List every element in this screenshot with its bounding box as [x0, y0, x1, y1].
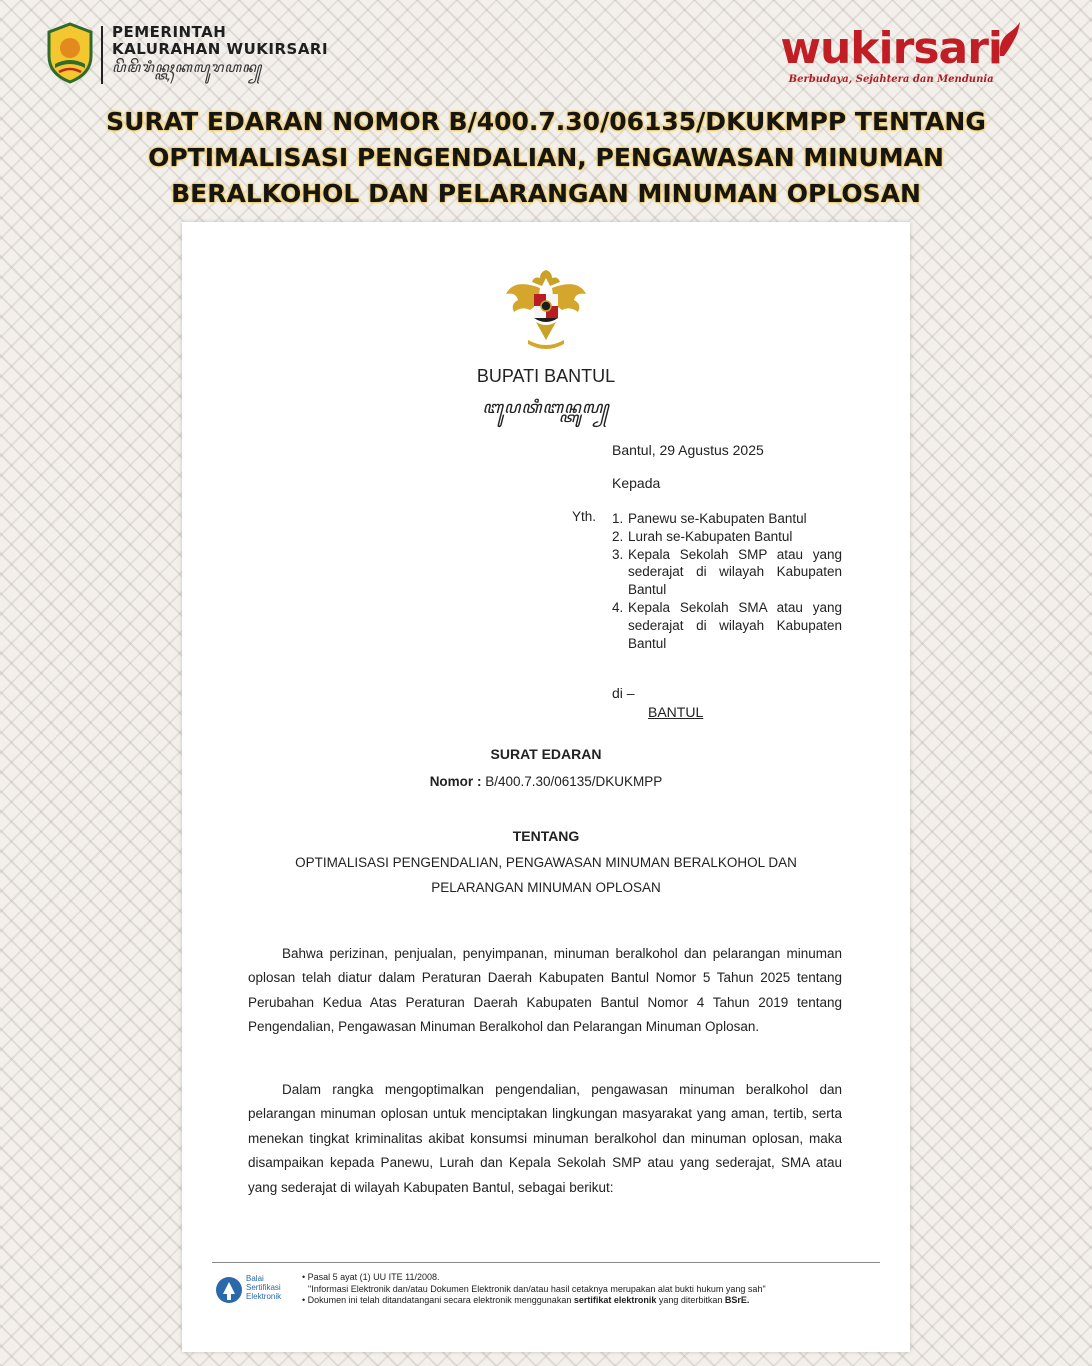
nomor-label: Nomor : [429, 774, 482, 789]
wukirsari-brand [780, 23, 1002, 85]
recipient-number: 1. [612, 511, 624, 526]
government-name [112, 24, 328, 78]
body-paragraph-2: Dalam rangka mengoptimalkan pengendalian, pengawasan minuman beralkohol dan pelarangan minuman oplosan untuk menciptakan lingkungan masyarakat yang aman, tertib, serta menekan tingkat kriminalitas akibat konsumsi minuman beralkohol dan minuman oplosan, maka disampaikan kepada Panewu, Lurah dan Kepala Sekolah SMP atau yang sederajat, SMA atau yang sederajat di wilayah Kabupaten Bantul, sebagai berikut: [248, 1082, 842, 1195]
sender-title: BUPATI BANTUL [476, 366, 616, 386]
doc-type: SURAT EDARAN [490, 746, 602, 762]
footer-note-1: • Pasal 5 ayat (1) UU ITE 11/2008. [302, 1272, 440, 1282]
gov-line-2: KALURAHAN WUKIRSARI [112, 40, 329, 58]
gov-line-1: PEMERINTAH [112, 23, 227, 41]
brand-tagline: Berbudaya, Sejahtera dan Mendunia [788, 74, 994, 85]
subject-line-2: PELARANGAN MINUMAN OPLOSAN [431, 880, 661, 895]
recipient-text: Lurah se-Kabupaten Bantul [628, 528, 793, 544]
body-paragraph-1: Bahwa perizinan, penjualan, penyimpanan, minuman beralkohol dan pelarangan minuman oplosan telah diatur dalam Peraturan Daerah Kabupaten Bantul Nomor 5 Tahun 2025 tentang Perubahan Kedua Atas Peraturan Daerah Kabupaten Bantul Nomor 4 Tahun 2019 tentang Pengendalian, Pengawasan Minuman Beralkohol dan Pelarangan Minuman Oplosan. [248, 946, 842, 1035]
di-label: di – [612, 685, 635, 701]
list-item [612, 510, 842, 528]
title-line-3: BERALKOHOL DAN PELARANGAN MINUMAN OPLOSAN [171, 179, 921, 208]
kalurahan-logo-icon [45, 22, 95, 84]
title-line-1: SURAT EDARAN NOMOR B/400.7.30/06135/DKUKMPP TENTANG [106, 107, 986, 136]
footer-notes [302, 1272, 892, 1307]
recipient-text: Panewu se-Kabupaten Bantul [628, 511, 807, 526]
nomor-value: B/400.7.30/06135/DKUKMPP [485, 774, 663, 789]
recipient-list [612, 510, 842, 652]
location-label: BANTUL [648, 704, 704, 720]
footer-note-3 [302, 1295, 892, 1307]
bsre-line-3: Elektronik [246, 1292, 282, 1301]
bsre-line-2: Sertifikasi [246, 1283, 281, 1292]
main-title [60, 104, 1032, 212]
note3-prefix: • Dokumen ini telah ditandatangani secara elektronik menggunakan [302, 1295, 574, 1305]
bsre-line-1: Balai [246, 1274, 264, 1283]
list-item [612, 546, 842, 599]
letter-page [182, 222, 910, 1352]
title-line-2: OPTIMALISASI PENGENDALIAN, PENGAWASAN MINUMAN [148, 143, 944, 172]
subject-line-1: OPTIMALISASI PENGENDALIAN, PENGAWASAN MINUMAN BERALKOHOL DAN [295, 855, 797, 870]
bsre-name [246, 1274, 281, 1301]
list-item [612, 599, 842, 652]
sender-javanese-script: ꦧꦸꦥꦠꦶꦧꦤ꧀ꦠꦸꦭ꧀ [482, 398, 610, 418]
footer-note-2: "Informasi Elektronik dan/atau Dokumen Elektronik dan/atau hasil cetaknya merupakan alat bukti hukum yang sah" [308, 1283, 766, 1294]
recipient-number: 4. [612, 599, 624, 615]
footer-divider [212, 1262, 880, 1263]
garuda-pancasila-icon [504, 264, 588, 352]
note3-bold: sertifikat elektronik [573, 1295, 657, 1305]
flame-icon [994, 20, 1024, 60]
tentang-heading: TENTANG [512, 828, 580, 844]
list-item [612, 528, 842, 546]
gov-javanese-script: ꦥꦼꦩꦼꦫꦶꦤ꧀ꦠꦃꦏꦭꦸꦫꦲꦤ꧀ [112, 60, 263, 76]
bsre-logo-icon [214, 1272, 244, 1308]
recipient-number: 2. [612, 528, 624, 544]
header-divider [101, 26, 103, 84]
recipient-text: Kepala Sekolah SMA atau yang sederajat di wilayah Kabupaten Bantul [628, 599, 842, 651]
doc-number [182, 774, 910, 789]
note3-end: BSrE. [724, 1295, 750, 1305]
note3-mid: yang diterbitkan [656, 1295, 725, 1305]
recipient-text: Kepala Sekolah SMP atau yang sederajat di wilayah Kabupaten Bantul [628, 546, 842, 598]
place-date: Bantul, 29 Agustus 2025 [612, 442, 764, 458]
brand-wordmark: wukirsari [780, 23, 1002, 74]
kepada-label: Kepada [612, 475, 661, 491]
recipient-number: 3. [612, 546, 624, 562]
yth-label: Yth. [572, 509, 597, 524]
